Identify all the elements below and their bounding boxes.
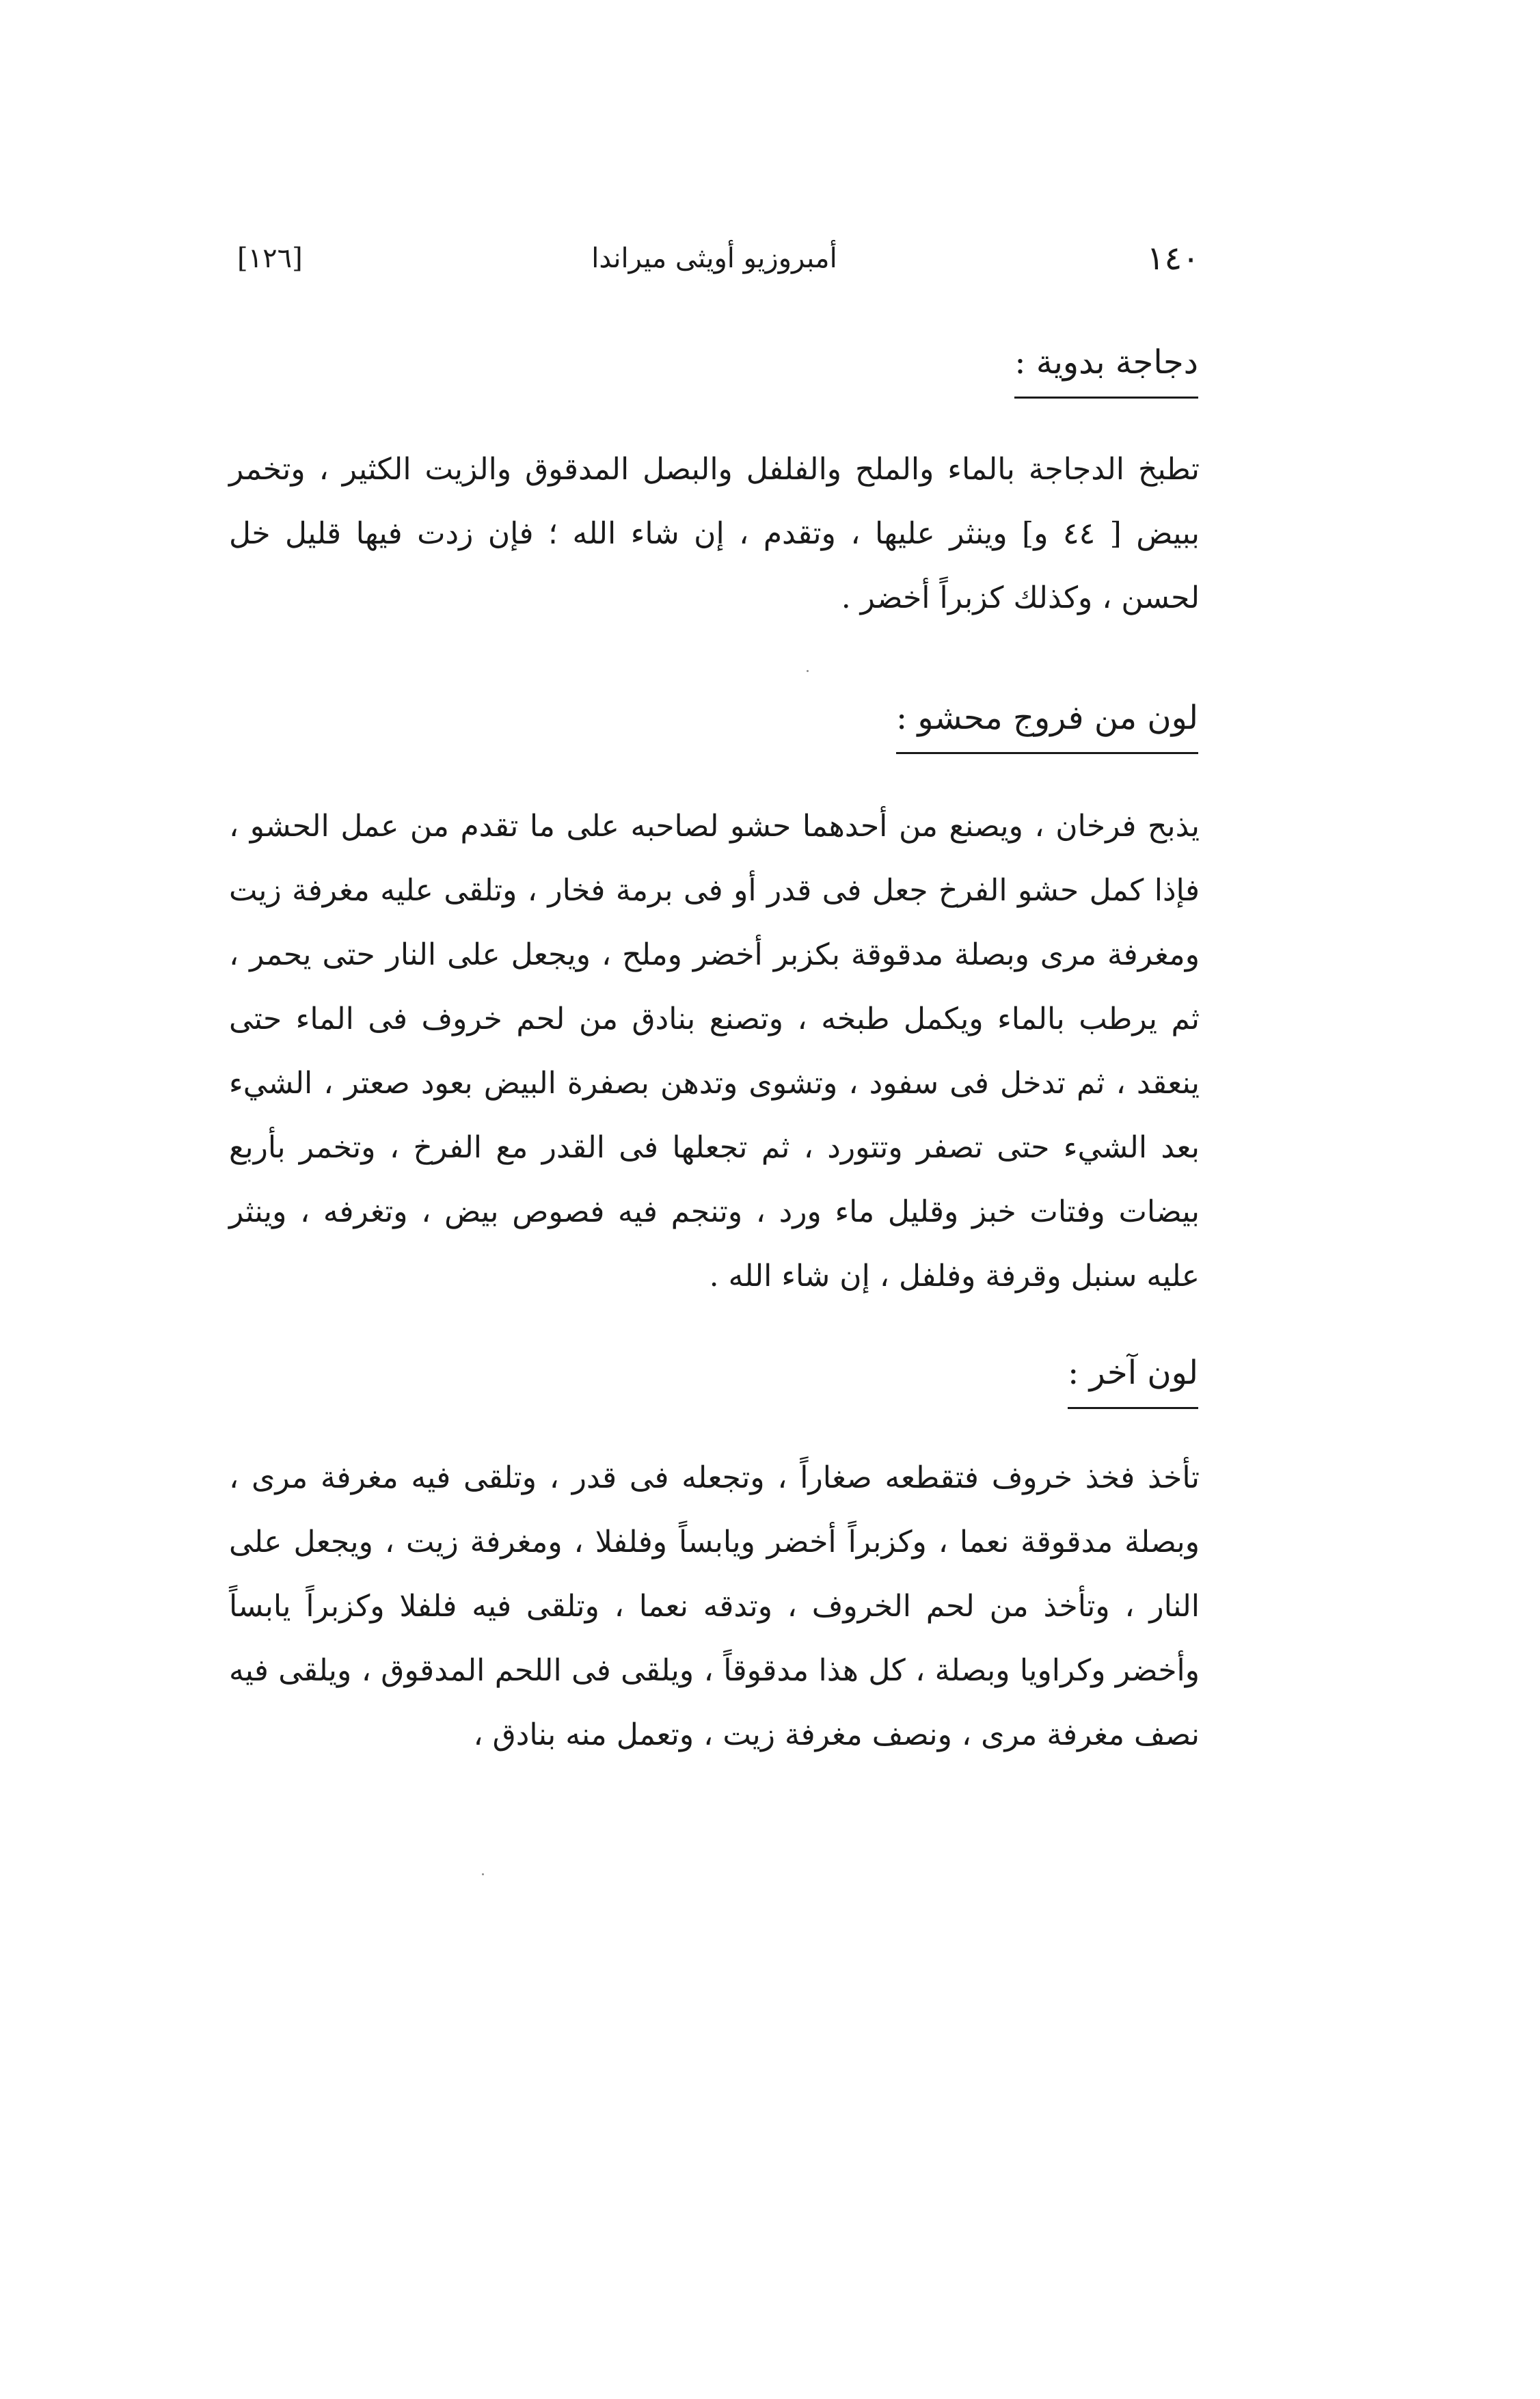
section-body-bedouin-chicken bbox=[229, 438, 1200, 630]
section-heading-another-dish: لون آخر : bbox=[1068, 1345, 1198, 1409]
scan-speck bbox=[482, 1873, 484, 1875]
page-header bbox=[229, 231, 1200, 286]
section-heading-bedouin-chicken: دجاجة بدوية : bbox=[1014, 335, 1198, 399]
paragraph-text: تطبخ الدجاجة بالماء والملح والفلفل والبصل المدقوق والزيت الكثير ، وتخمر ببيض [ ٤٤ و] وينثر عليها ، وتقدم ، إن شاء الله ؛ فإن زدت فيها قليل خل لحسن ، وكذلك كزبراً أخضر . bbox=[229, 452, 1200, 615]
scan-speck bbox=[807, 670, 809, 672]
section-body-stuffed-chicken bbox=[229, 794, 1200, 1309]
page-number: ١٤٠ bbox=[1146, 239, 1200, 278]
original-page-reference: [١٢٦] bbox=[237, 243, 303, 274]
running-title: أمبروزيو أويثى ميراندا bbox=[591, 243, 837, 274]
paragraph-text: تأخذ فخذ خروف فتقطعه صغاراً ، وتجعله فى قدر ، وتلقى فيه مغرفة مرى ، وبصلة مدقوقة نعما ، وكزبراً أخضر ويابساً وفلفلا ، ومغرفة زيت ، ويجعل على النار ، وتأخذ من لحم الخروف ، وتدقه نعما ، وتلقى فيه فلفلا وكزبراً يابساً وأخضر وكراويا وبصلة ، كل هذا مدقوقاً ، ويلقى فى اللحم المدقوق ، ويلقى فيه نصف مغرفة مرى ، ونصف مغرفة زيت ، وتعمل منه بنادق ، bbox=[229, 1460, 1200, 1752]
section-heading-stuffed-chicken: لون من فروج محشو : bbox=[896, 691, 1198, 754]
section-body-another-dish bbox=[229, 1446, 1200, 1767]
paragraph-text: يذبح فرخان ، ويصنع من أحدهما حشو لصاحبه على ما تقدم من عمل الحشو ، فإذا كمل حشو الفرخ جعل فى قدر أو فى برمة فخار ، وتلقى عليه مغرفة زيت ومغرفة مرى وبصلة مدقوقة بكزبر أخضر وملح ، ويجعل على النار حتى يحمر ، ثم يرطب بالماء ويكمل طبخه ، وتصنع بنادق من لحم خروف فى الماء حتى ينعقد ، ثم تدخل فى سفود ، وتشوى وتدهن بصفرة البيض بعود صعتر ، الشيء بعد الشيء حتى تصفر وتتورد ، ثم تجعلها فى القدر مع الفرخ ، وتخمر بأربع بيضات وفتات خبز وقليل ماء ورد ، وتنجم فيه فصوص بيض ، وتغرفه ، وينثر عليه سنبل وقرفة وفلفل ، إن شاء الله . bbox=[229, 809, 1200, 1294]
